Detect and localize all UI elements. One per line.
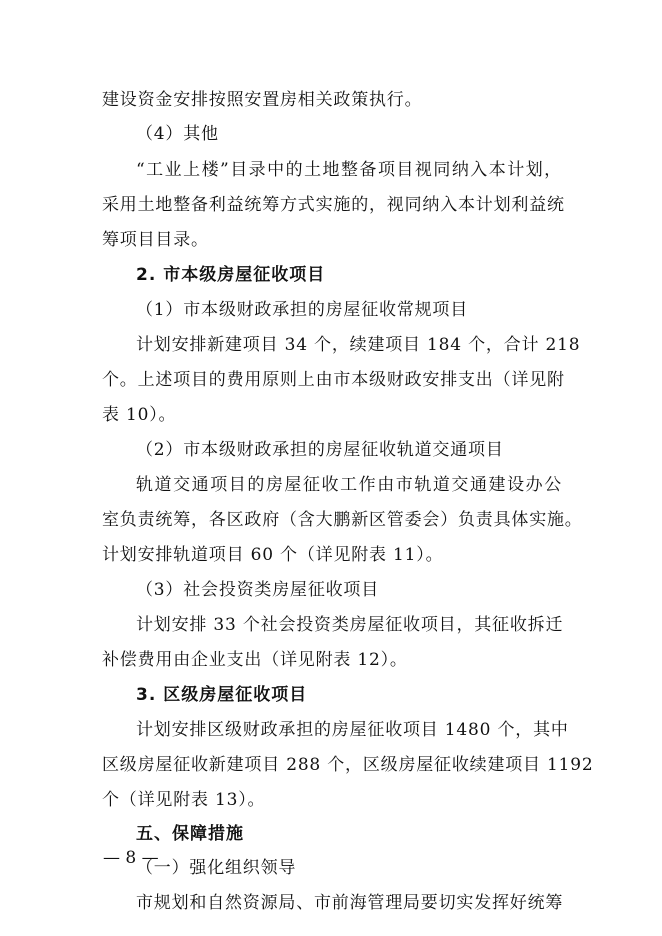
paragraph-line: 计划安排 33 个社会投资类房屋征收项目，其征收拆迁 xyxy=(136,615,564,635)
paragraph-line: 表 10）。 xyxy=(102,405,177,425)
chapter-heading-safeguards: 五、保障措施 xyxy=(136,824,244,844)
paragraph-line: 个。上述项目的费用原则上由市本级财政安排支出（详见附 xyxy=(102,370,565,390)
subsection-heading-other: （4）其他 xyxy=(136,124,219,144)
paragraph-line: 补偿费用由企业支出（详见附表 12）。 xyxy=(102,650,408,670)
section-heading-district-level: 3. 区级房屋征收项目 xyxy=(136,685,308,705)
paragraph-line: “工业上楼”目录中的土地整备项目视同纳入本计划， xyxy=(136,160,562,180)
paragraph-line: 计划安排新建项目 34 个，续建项目 184 个，合计 218 xyxy=(136,335,581,355)
paragraph-line: 计划安排区级财政承担的房屋征收项目 1480 个，其中 xyxy=(136,720,569,740)
subsection-heading-2: （2）市本级财政承担的房屋征收轨道交通项目 xyxy=(136,440,504,460)
page-number: — 8 — xyxy=(103,848,159,868)
subsection-heading-1: （1）市本级财政承担的房屋征收常规项目 xyxy=(136,300,469,320)
paragraph-line: 计划安排轨道项目 60 个（详见附表 11）。 xyxy=(102,545,444,565)
subsection-heading-3: （3）社会投资类房屋征收项目 xyxy=(136,580,380,600)
paragraph-line: 区级房屋征收新建项目 288 个，区级房屋征收续建项目 1192 xyxy=(102,755,594,775)
subsection-heading-organization: （一）强化组织领导 xyxy=(136,858,297,878)
paragraph-line: 轨道交通项目的房屋征收工作由市轨道交通建设办公 xyxy=(136,475,562,495)
paragraph-line: 采用土地整备利益统筹方式实施的，视同纳入本计划利益统 xyxy=(102,195,565,215)
paragraph-line: 筹项目目录。 xyxy=(102,230,209,250)
paragraph-line: 建设资金安排按照安置房相关政策执行。 xyxy=(102,90,423,110)
paragraph-line: 室负责统筹，各区政府（含大鹏新区管委会）负责具体实施。 xyxy=(102,510,583,530)
section-heading-city-level: 2. 市本级房屋征收项目 xyxy=(136,265,326,285)
paragraph-line: 个（详见附表 13）。 xyxy=(102,790,266,810)
paragraph-line: 市规划和自然资源局、市前海管理局要切实发挥好统筹 xyxy=(136,893,564,913)
